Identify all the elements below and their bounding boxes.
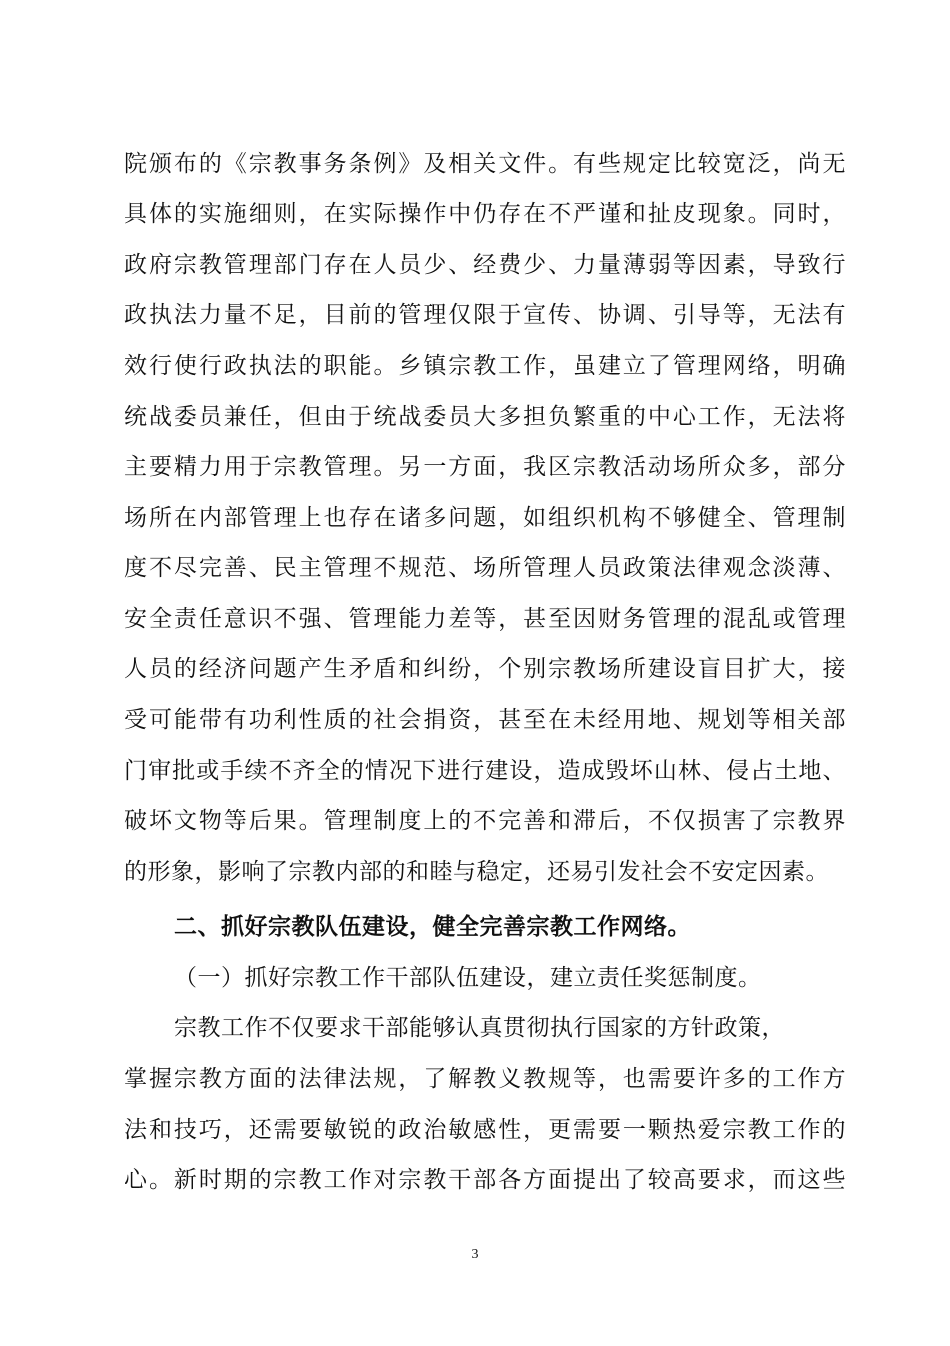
paragraph-line: 受可能带有功利性质的社会捐资，甚至在未经用地、规划等相关部 (124, 707, 846, 733)
subsection-heading: （一）抓好宗教工作干部队伍建设，建立责任奖惩制度。 (174, 965, 762, 991)
paragraph-line: 政府宗教管理部门存在人员少、经费少、力量薄弱等因素，导致行 (124, 252, 846, 278)
paragraph-line: 政执法力量不足，目前的管理仅限于宣传、协调、引导等，无法有 (124, 302, 846, 328)
paragraph-line: 场所在内部管理上也存在诸多问题，如组织机构不够健全、管理制 (124, 505, 846, 531)
paragraph-line: 具体的实施细则，在实际操作中仍存在不严谨和扯皮现象。同时， (124, 201, 846, 227)
paragraph-line: 效行使行政执法的职能。乡镇宗教工作，虽建立了管理网络，明确 (124, 353, 846, 379)
paragraph-line: 破坏文物等后果。管理制度上的不完善和滞后，不仅损害了宗教界 (124, 808, 846, 834)
paragraph-line: 心。新时期的宗教工作对宗教干部各方面提出了较高要求，而这些 (124, 1167, 846, 1193)
paragraph-line: 宗教工作不仅要求干部能够认真贯彻执行国家的方针政策， (174, 1015, 785, 1041)
paragraph-line: 度不尽完善、民主管理不规范、场所管理人员政策法律观念淡薄、 (124, 555, 846, 581)
section-heading: 二、抓好宗教队伍建设，健全完善宗教工作网络。 (174, 914, 691, 940)
page-number: 3 (471, 1247, 479, 1262)
paragraph-line: 的形象，影响了宗教内部的和睦与稳定，还易引发社会不安定因素。 (124, 859, 829, 885)
paragraph-line: 院颁布的《宗教事务条例》及相关文件。有些规定比较宽泛，尚无 (124, 151, 846, 177)
paragraph-line: 门审批或手续不齐全的情况下进行建设，造成毁坏山林、侵占土地、 (124, 758, 846, 784)
paragraph-line: 安全责任意识不强、管理能力差等，甚至因财务管理的混乱或管理 (124, 606, 846, 632)
paragraph-line: 法和技巧，还需要敏锐的政治敏感性，更需要一颗热爱宗教工作的 (124, 1117, 846, 1143)
paragraph-line: 统战委员兼任，但由于统战委员大多担负繁重的中心工作，无法将 (124, 404, 846, 430)
paragraph-line: 主要精力用于宗教管理。另一方面，我区宗教活动场所众多，部分 (124, 454, 846, 480)
paragraph-line: 人员的经济问题产生矛盾和纠纷，个别宗教场所建设盲目扩大，接 (124, 656, 846, 682)
paragraph-line: 掌握宗教方面的法律法规，了解教义教规等，也需要许多的工作方 (124, 1066, 846, 1092)
